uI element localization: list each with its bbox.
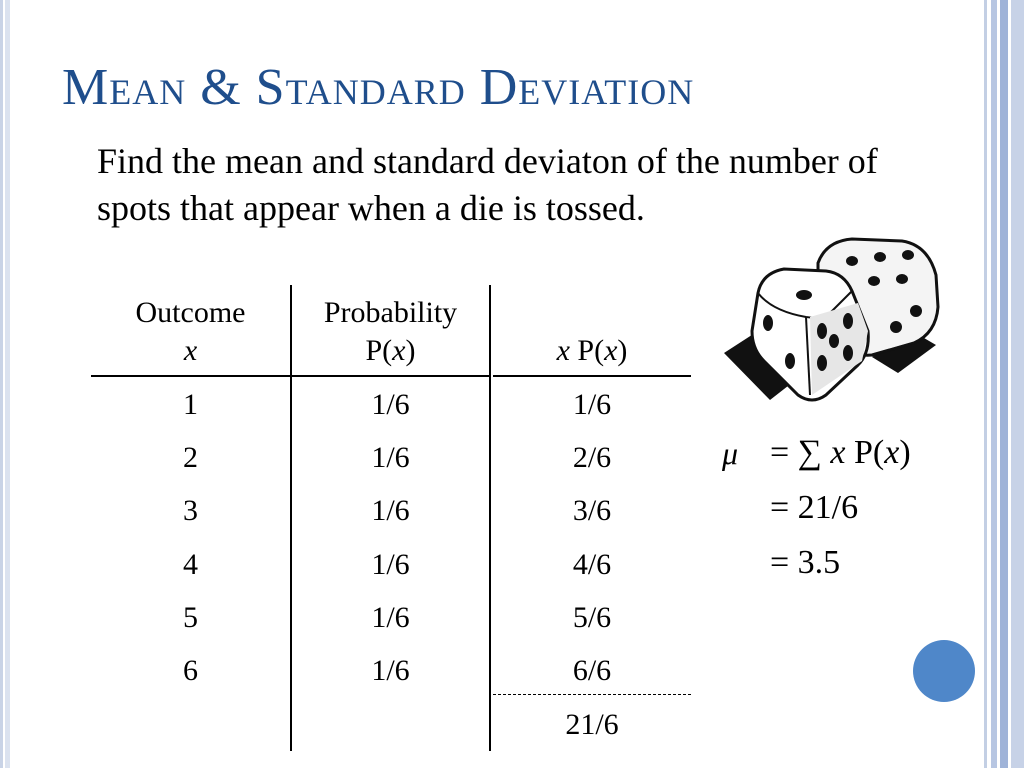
header-probability-var: x [392,334,406,367]
header-xp-mid: P( [569,334,605,367]
cell-xp-6: 6/6 [572,654,612,687]
header-xp-var2: x [604,334,618,367]
cell-p-2: 1/6 [371,441,410,474]
table-header-rule-left [91,375,489,377]
cell-x-5: 5 [183,601,198,634]
table-sum-rule [493,694,691,695]
cell-x-1: 1 [183,388,198,421]
mean-formula-var2: x [884,434,900,471]
cell-x-6: 6 [183,654,198,687]
table-header-rule-right [493,375,691,377]
header-xp [493,332,691,370]
cell-p-3: 1/6 [371,494,410,527]
mean-formula-close: ) [899,434,911,471]
header-outcome-var: x [183,334,198,367]
slide-title: Mean & Standard Deviation [62,59,695,116]
cell-total: 21/6 [565,708,619,741]
mean-formula-line3: = 3.5 [770,544,841,581]
problem-statement: Find the mean and standard deviaton of the number of spots that appear when a die is tossed. [97,141,878,228]
cell-xp-4: 4/6 [572,548,612,581]
mean-formula-mid: P( [845,434,885,471]
cell-p-4: 1/6 [371,548,410,581]
mean-formula-eq: = ∑ [770,434,831,471]
cell-xp-5: 5/6 [572,601,612,634]
cell-xp-1: 1/6 [572,388,612,421]
cell-xp-3: 3/6 [572,494,612,527]
header-probability-close: ) [405,334,416,367]
cell-p-6: 1/6 [371,654,410,687]
slide-right-border [980,0,1024,768]
cell-x-2: 2 [183,441,198,474]
cell-xp-2: 2/6 [572,441,612,474]
cell-x-4: 4 [183,548,198,581]
mu-symbol: μ [722,435,739,471]
two-dice-icon [722,235,942,405]
header-outcome [91,294,290,370]
header-probability-label: Probability [323,296,458,329]
cell-p-1: 1/6 [371,388,410,421]
header-xp-var1: x [556,334,570,367]
mean-formula-var: x [830,434,846,471]
table-divider-2 [489,285,491,751]
header-probability-expr [292,332,489,370]
header-xp-close: ) [617,334,628,367]
cell-p-5: 1/6 [371,601,410,634]
cell-x-3: 3 [183,494,198,527]
slide-left-border [0,0,10,768]
header-probability [292,294,489,370]
mean-formula-line2: = 21/6 [770,489,859,526]
mean-formula-line1 [770,433,911,473]
decorative-circle [913,640,975,702]
header-probability-p: P( [365,334,393,367]
header-outcome-label: Outcome [135,296,246,329]
